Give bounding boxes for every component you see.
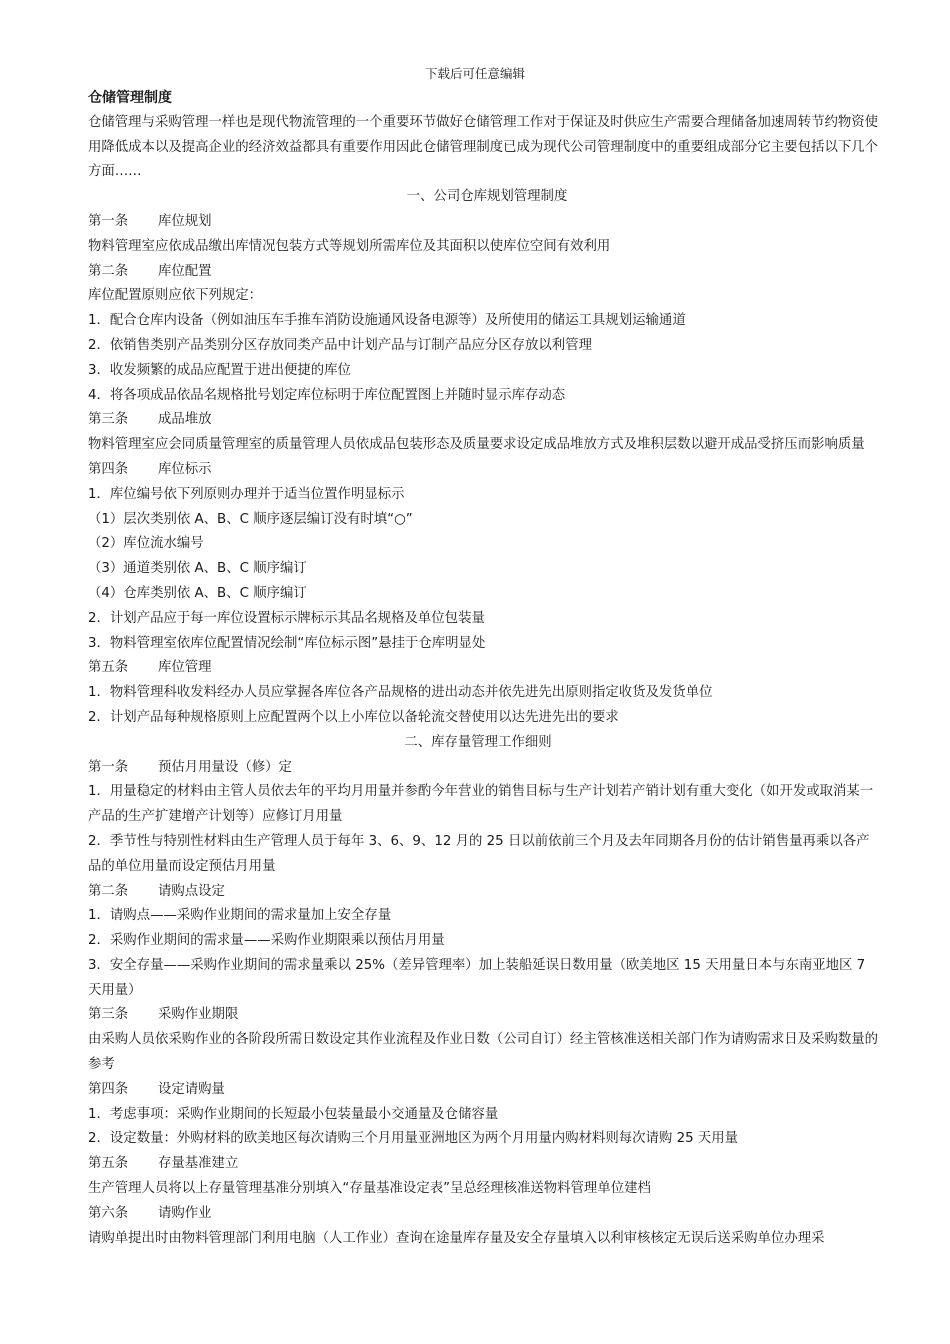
article-number: 第三条 — [88, 1007, 129, 1023]
list-item: 1．用量稳定的材料由主管人员依去年的平均月用量并参酌今年营业的销售目标与生产计划若产销计划有重大变化（如开发或取消某一产品的生产扩建增产计划等）应修订月用量 — [88, 784, 874, 825]
article-name: 请购作业 — [158, 1205, 212, 1221]
article-heading — [88, 210, 880, 235]
article-heading — [88, 656, 880, 681]
article-number: 第一条 — [88, 759, 129, 775]
article-heading — [88, 1152, 880, 1177]
list-item: 3．物料管理室依库位配置情况绘制“库位标示图”悬挂于仓库明显处 — [88, 635, 486, 651]
list-item: 3．安全存量——采购作业期间的需求量乘以 25%（差异管理率）加上装船延误日数用量（欧美地区 15 天用量日本与东南亚地区 7 天用量） — [88, 957, 870, 998]
list-item: 1．物料管理科收发料经办人员应掌握各库位各产品规格的进出动态并依先进先出原则指定收货及发货单位 — [88, 685, 713, 701]
list-item: （3）通道类别依 A、B、C 顺序编订 — [88, 561, 307, 577]
article-name: 库位标示 — [158, 461, 212, 477]
document-title: 仓储管理制度 — [88, 90, 172, 106]
article-number: 第二条 — [88, 263, 129, 279]
article-name: 库位配置 — [158, 263, 212, 279]
list-item: 3．收发频繁的成品应配置于进出便捷的库位 — [88, 362, 351, 378]
section-heading-1: 一、公司仓库规划管理制度 — [406, 189, 568, 205]
article-heading — [88, 458, 880, 483]
article-heading — [88, 1078, 880, 1103]
list-item: 2．设定数量：外购材料的欧美地区每次请购三个月用量亚洲地区为两个月用量内购材料则每次请购 25 天用量 — [88, 1131, 739, 1147]
list-item: 2．依销售类别产品类别分区存放同类产品中计划产品与订制产品应分区存放以利管理 — [88, 337, 592, 353]
list-item: 4．将各项成品依品名规格批号划定库位标明于库位配置图上并随时显示库存动态 — [88, 387, 566, 403]
page-header: 下载后可任意编辑 — [424, 66, 525, 81]
document-body — [88, 86, 880, 1251]
list-item: 1．库位编号依下列原则办理并于适当位置作明显标示 — [88, 486, 405, 502]
article-text: 生产管理人员将以上存量管理基准分别填入“存量基准设定表”呈总经理核准送物料管理单位建档 — [88, 1181, 651, 1197]
article-text: 由采购人员依采购作业的各阶段所需日数设定其作业流程及作业日数（公司自订）经主管核准送相关部门作为请购需求日及采购数量的参考 — [88, 1032, 879, 1073]
article-number: 第二条 — [88, 883, 129, 899]
article-name: 成品堆放 — [158, 412, 212, 428]
article-number: 第一条 — [88, 213, 129, 229]
article-heading — [88, 260, 880, 285]
article-number: 第四条 — [88, 1081, 129, 1097]
article-name: 库位规划 — [158, 213, 212, 229]
list-item: 2．计划产品应于每一库位设置标示牌标示其品名规格及单位包装量 — [88, 610, 485, 626]
list-item: 2．季节性与特别性材料由生产管理人员于每年 3、6、9、12 月的 25 日以前依前三个月及去年同期各月份的估计销售量再乘以各产品的单位用量而设定预估月用量 — [88, 833, 870, 874]
article-heading — [88, 880, 880, 905]
article-name: 库位管理 — [158, 660, 212, 676]
intro-paragraph: 仓储管理与采购管理一样也是现代物流管理的一个重要环节做好仓储管理工作对于保证及时供应生产需要合理储备加速周转节约物资使用降低成本以及提高企业的经济效益都具有重要作用因此仓储管理制度已成为现代公司管理制度中的重要组成部分它主要包括以下几个方面…… — [88, 114, 879, 180]
article-name: 请购点设定 — [158, 883, 225, 899]
article-number: 第三条 — [88, 412, 129, 428]
article-text: 请购单提出时由物料管理部门利用电脑（人工作业）查询在途量库存量及安全存量填入以利审核核定无误后送采购单位办理采 — [88, 1230, 825, 1246]
article-name: 采购作业期限 — [158, 1007, 239, 1023]
article-number: 第六条 — [88, 1205, 129, 1221]
list-item: 2．计划产品每种规格原则上应配置两个以上小库位以备轮流交替使用以达先进先出的要求 — [88, 709, 619, 725]
article-number: 第四条 — [88, 461, 129, 477]
list-item: 1．配合仓库内设备（例如油压车手推车消防设施通风设备电源等）及所使用的储运工具规划运输通道 — [88, 313, 686, 329]
article-name: 设定请购量 — [158, 1081, 225, 1097]
article-heading — [88, 1202, 880, 1227]
article-name: 预估月用量设（修）定 — [158, 759, 292, 775]
list-item: 1．请购点——采购作业期间的需求量加上安全存量 — [88, 908, 392, 924]
list-item: （4）仓库类别依 A、B、C 顺序编订 — [88, 585, 307, 601]
article-number: 第五条 — [88, 1156, 129, 1172]
article-text: 库位配置原则应依下列规定： — [88, 288, 263, 304]
list-item: 2．采购作业期间的需求量——采购作业期限乘以预估月用量 — [88, 933, 445, 949]
list-item: （2）库位流水编号 — [88, 536, 204, 552]
list-item: （1）层次类别依 A、B、C 顺序逐层编订没有时填“○” — [88, 511, 413, 527]
section-heading-2: 二、库存量管理工作细则 — [404, 734, 552, 750]
list-item: 1．考虑事项：采购作业期间的长短最小包装量最小交通量及仓储容量 — [88, 1106, 499, 1122]
article-name: 存量基准建立 — [158, 1156, 239, 1172]
article-number: 第五条 — [88, 660, 129, 676]
article-heading — [88, 756, 880, 781]
article-heading — [88, 408, 880, 433]
article-text: 物料管理室应依成品缴出库情况包装方式等规划所需库位及其面积以使库位空间有效利用 — [88, 238, 611, 254]
article-heading — [88, 1003, 880, 1028]
article-text: 物料管理室应会同质量管理室的质量管理人员依成品包装形态及质量要求设定成品堆放方式及堆积层数以避开成品受挤压而影响质量 — [88, 437, 865, 453]
